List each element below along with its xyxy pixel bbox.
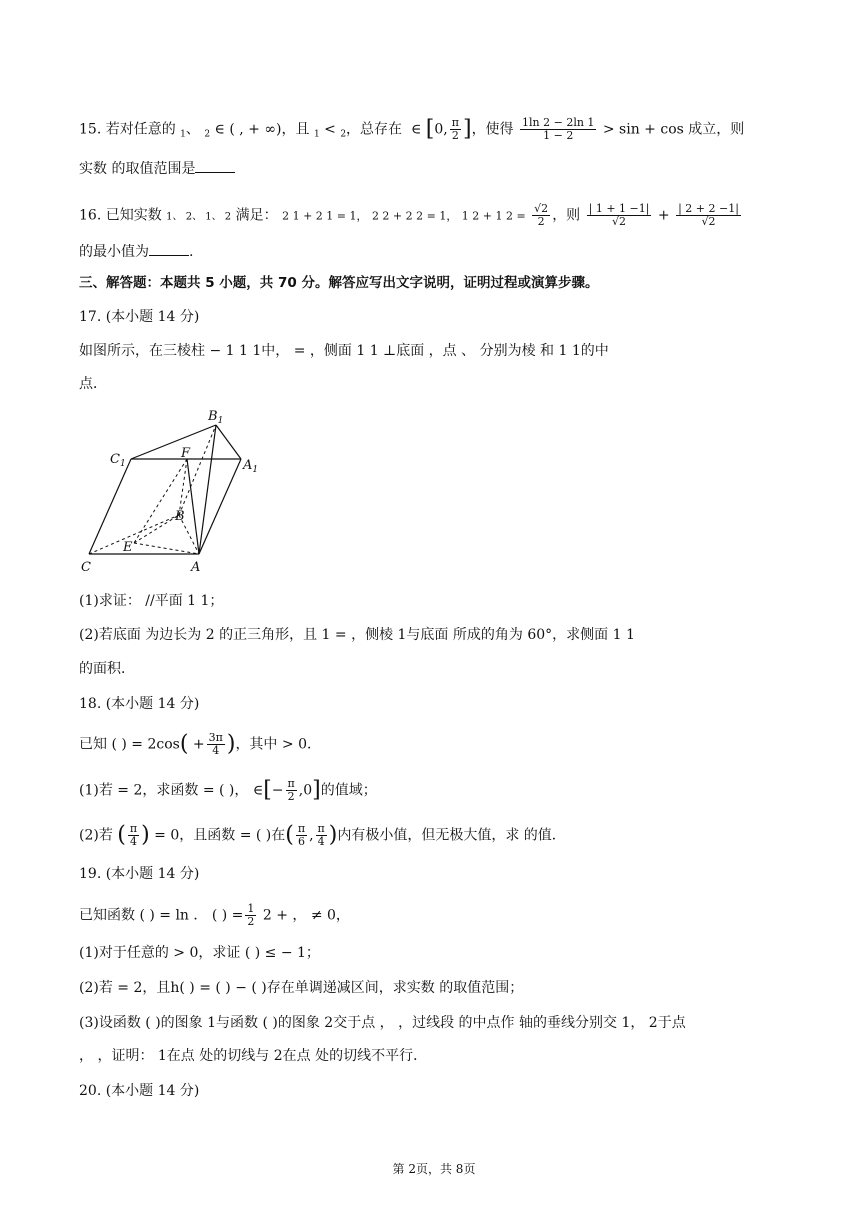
q16-equation: 2 1 + 2 1 = 1， — [282, 209, 368, 223]
q15-sub: 2 — [204, 129, 211, 140]
q16-text: + — [657, 207, 670, 224]
q16-line2: 的最小值为 . — [79, 244, 194, 260]
label-c1: $C_1$ — [110, 452, 126, 469]
q19-text: 已知函数 ( ) = ln ． ( ) = — [79, 907, 244, 924]
q16-text: 满足： — [235, 207, 278, 224]
q15-text: 0, — [434, 121, 448, 138]
q18-text: 已知 ( ) = 2cos — [79, 736, 180, 753]
answer-blank — [195, 160, 235, 173]
q15-bracket: ] — [462, 116, 472, 142]
q15-text: ∈ ( , + ∞)，且 — [214, 121, 310, 138]
q19-part3-line1: (3)设函数 ( )的图象 1与函数 ( )的图象 2交于点 ， ，过线段 的中点作 轴的垂线分别交 1， 2于点 — [79, 1015, 686, 1031]
q17-part1: (1)求证： //平面 1 1； — [79, 593, 224, 609]
log-fraction — [520, 117, 596, 142]
q17-title: 17. (本小题 14 分) — [79, 309, 200, 325]
q15-text: 、 — [185, 121, 200, 138]
q18-paren: ) — [141, 822, 150, 848]
q18-text: + — [188, 736, 205, 753]
q16-line1 — [79, 203, 743, 228]
q18-paren: ( — [285, 822, 294, 848]
edge-fb — [179, 459, 187, 515]
pi-over-2-fraction — [450, 117, 461, 142]
fraction-denominator: 2 — [287, 790, 295, 803]
q15-text: ，总存在 — [346, 121, 403, 138]
edge-fa — [187, 459, 199, 554]
q18-paren: ( — [117, 822, 126, 848]
label-a1: $A_1$ — [243, 458, 259, 475]
edge-c1b1 — [131, 425, 216, 459]
one-half-fraction — [245, 903, 256, 928]
fraction-numerator: π — [451, 116, 459, 129]
fraction-denominator: 6 — [297, 835, 305, 848]
q15-text: 15. 若对任意的 — [79, 121, 176, 138]
q16-text: 的最小值为 — [79, 244, 149, 260]
fraction-denominator: 2 — [537, 215, 545, 228]
edge-a1b1 — [216, 425, 241, 459]
fraction-numerator: π — [129, 822, 138, 835]
q19-part3-line2: ， ，证明： 1在点 处的切线与 2在点 处的切线不平行． — [79, 1048, 428, 1064]
q18-text: = 0，且函数 = ( )在 — [149, 827, 286, 844]
q18-text: 内有极小值，但无极大值，求 的值． — [337, 827, 566, 844]
q15-sub: 1 — [180, 129, 186, 140]
fraction-numerator: π — [297, 822, 306, 835]
q18-part1 — [79, 778, 377, 803]
q17-line1: 如图所示，在三棱柱 − 1 1 1中， = ，侧面 1 1 ⊥底面 ，点 、 分别为棱 和 1 1的中 — [79, 343, 609, 359]
q20-title: 20. (本小题 14 分) — [79, 1083, 200, 1099]
q18-bracket: [ — [263, 777, 272, 803]
q17-part2-line1: (2)若底面 为边长为 2 的正三角形，且 1 = ，侧棱 1与底面 所成的角为 60°，求侧面 1 1 — [79, 627, 635, 643]
label-c: C — [81, 560, 91, 575]
q15-text: ∈ — [410, 121, 422, 138]
pi-over-4-fraction — [316, 823, 327, 848]
fraction-denominator: 4 — [129, 835, 137, 848]
fraction-denominator: 2 — [451, 129, 459, 142]
fraction-numerator: 3π — [208, 731, 223, 744]
fraction-denominator: 1 − 2 — [543, 129, 574, 142]
q16-text: ，则 — [552, 207, 581, 224]
sqrt2-over-2-fraction — [532, 203, 550, 228]
q15-sub: 2 — [340, 129, 347, 140]
fraction-denominator: 4 — [317, 835, 325, 848]
q19-line1 — [79, 903, 350, 928]
q18-paren: ) — [328, 822, 338, 848]
edge-eb — [134, 515, 179, 543]
q16-equation: 1 2 + 1 2 = — [461, 209, 526, 223]
q15-line2 — [79, 160, 235, 178]
fraction-numerator: 1ln 2 − 2ln 1 — [522, 116, 595, 129]
fraction-numerator: | 2 + 2 −1| — [678, 202, 739, 215]
page-footer: 第 2页，共 8页 — [392, 1162, 476, 1176]
prism-figure — [79, 405, 289, 580]
q16-text: 16. 已知实数 — [79, 207, 162, 224]
fraction-numerator: π — [287, 777, 295, 790]
edge-fe — [134, 459, 187, 543]
q18-paren: ) — [226, 731, 236, 757]
q18-line1 — [79, 732, 321, 757]
edge-ea — [134, 543, 199, 554]
pi-over-2-fraction — [286, 778, 297, 803]
q19-part1: (1)对于任意的 > 0，求证 ( ) ≤ − 1； — [79, 945, 320, 961]
q16-equation: 2 2 + 2 2 = 1， — [371, 209, 458, 223]
fraction-numerator: | 1 + 1 −1| — [588, 202, 650, 215]
label-a: A — [191, 560, 201, 575]
fraction-denominator: √2 — [701, 215, 716, 228]
q19-title: 19. (本小题 14 分) — [79, 866, 200, 882]
q19-part2: (2)若 = 2，且h( ) = ( ) − ( )存在单调递减区间，求实数 的取值范围； — [79, 980, 524, 996]
answer-blank — [149, 243, 189, 256]
q18-text: (2)若 — [79, 827, 118, 844]
q15-text: 实数 的取值范围是 — [79, 161, 196, 177]
q18-text: − — [271, 782, 284, 799]
q18-title: 18. (本小题 14 分) — [79, 696, 200, 712]
q15-text: ，使得 — [471, 121, 514, 138]
fraction-denominator: 4 — [212, 744, 220, 757]
q18-part2: (2)若 ( $\frac{\pi}{4}$ ) = 0，且函数 = ( )在( $\frac{\pi}{6}$ , $\frac{\pi}{4}$ )内有极小值，但无极大值，求 的值． — [79, 822, 566, 848]
q15-line1 — [79, 117, 744, 144]
label-f: F — [181, 446, 191, 461]
q19-text: 2 + ， ≠ 0， — [258, 907, 350, 924]
fraction-numerator: 1 — [247, 902, 255, 915]
q15-sub: 1 — [313, 129, 320, 140]
section-heading: 三、解答题：本题共 5 小题，共 70 分。解答应写出文字说明，证明过程或演算步骤。 — [79, 275, 599, 291]
label-b1: $B_1$ — [208, 409, 224, 426]
q18-paren: ( — [179, 731, 189, 757]
q18-text: ,0 — [298, 782, 313, 799]
label-b: B — [175, 509, 185, 524]
three-pi-over-4-fraction — [207, 732, 225, 757]
label-e: E — [123, 540, 133, 555]
q15-text: > sin + cos 成立，则 — [602, 121, 745, 138]
q18-bracket: ] — [312, 777, 321, 803]
q18-text: 的值域； — [320, 782, 377, 799]
abs-fraction-2 — [676, 203, 741, 228]
fraction-numerator: π — [317, 822, 325, 835]
pi-over-4-fraction — [128, 823, 139, 848]
q15-text: < — [324, 121, 336, 138]
q17-part2-line2: 的面积． — [79, 661, 135, 677]
q18-text: (1)若 = 2，求函数 = ( )， ∈ — [79, 782, 264, 799]
fraction-denominator: √2 — [612, 215, 627, 228]
q15-bracket: [ — [425, 116, 435, 142]
q16-vars: 1、 2、 1、 2 — [166, 211, 232, 223]
fraction-denominator: 2 — [247, 915, 255, 928]
q18-text: ，其中 > 0． — [235, 736, 321, 753]
q17-line2: 点． — [79, 376, 107, 392]
fraction-numerator: √2 — [534, 202, 549, 215]
abs-fraction-1 — [587, 203, 652, 228]
pi-over-6-fraction — [296, 823, 307, 848]
